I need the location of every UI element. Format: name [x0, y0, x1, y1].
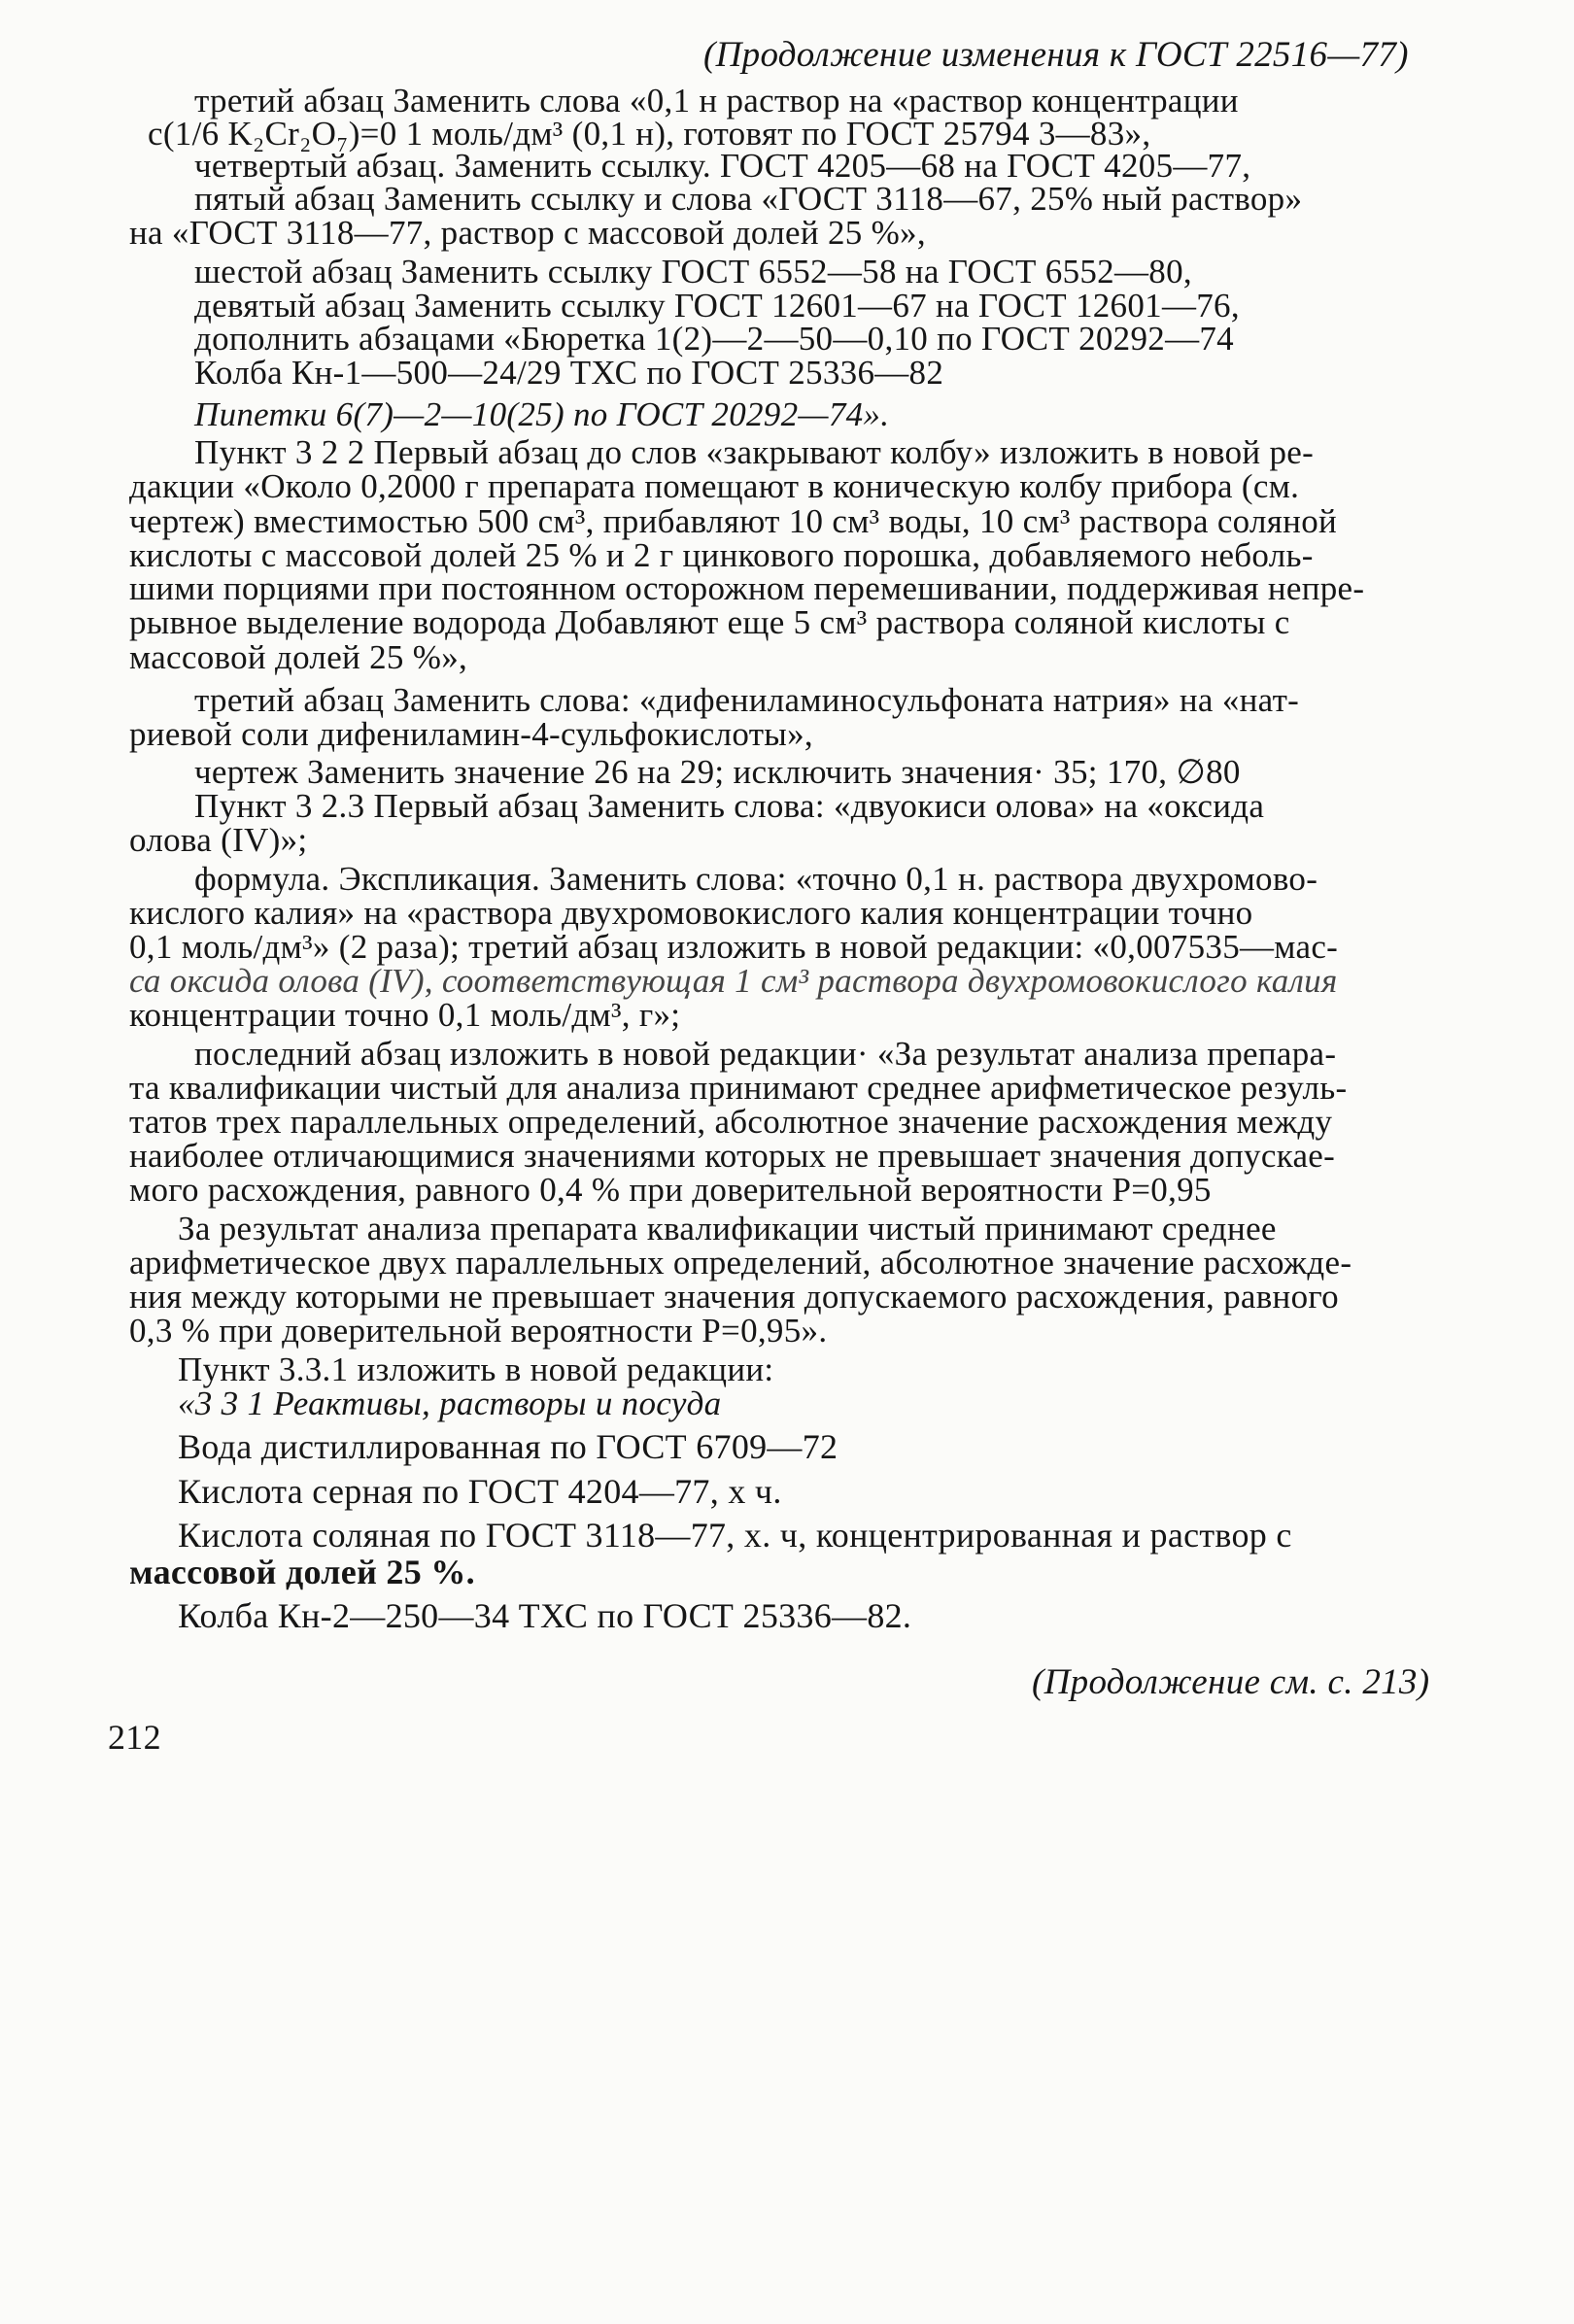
text-line: арифметическое двух параллельных определений, абсолютное значение расхожде- [129, 1244, 1352, 1282]
text-line: c(1/6 K₂Cr₂O₇)=0 1 моль/дм³ (0,1 н), готовят по ГОСТ 25794 3—83», [148, 115, 1151, 153]
text-line: четвертый абзац. Заменить ссылку. ГОСТ 4205—68 на ГОСТ 4205—77, [194, 147, 1251, 185]
text-line: олова (IV)»; [129, 821, 308, 859]
text-line: риевой соли дифениламин-4-сульфокислоты», [129, 715, 813, 753]
text-line: чертеж Заменить значение 26 на 29; исключить значения· 35; 170, ∅80 [194, 753, 1241, 791]
text-line: Вода дистиллированная по ГОСТ 6709—72 [178, 1427, 838, 1466]
continuation-footer: (Продолжение см. с. 213) [1032, 1662, 1430, 1702]
text-line: та квалификации чистый для анализа принимают среднее арифметическое резуль- [129, 1069, 1348, 1107]
text-line: последний абзац изложить в новой редакции· «За результат анализа препара- [194, 1035, 1337, 1073]
text-line: Пункт 3 2.3 Первый абзац Заменить слова: «двуокиси олова» на «оксида [194, 787, 1265, 825]
text-line: девятый абзац Заменить ссылку ГОСТ 12601—67 на ГОСТ 12601—76, [194, 287, 1240, 325]
text-line: Колба Кн-2—250—34 ТХС по ГОСТ 25336—82. [178, 1596, 912, 1635]
text-line: чертеж) вместимостью 500 см³, прибавляют 10 см³ воды, 10 см³ раствора соляной [129, 502, 1338, 540]
text-line: Кислота серная по ГОСТ 4204—77, х ч. [178, 1472, 782, 1511]
text-line: концентрации точно 0,1 моль/дм³, г»; [129, 996, 681, 1034]
text-line: 0,3 % при доверительной вероятности P=0,95». [129, 1312, 828, 1350]
text-line: мого расхождения, равного 0,4 % при доверительной вероятности P=0,95 [129, 1171, 1212, 1209]
text-line: пятый абзац Заменить ссылку и слова «ГОСТ 3118—67, 25% ный раствор» [194, 180, 1303, 218]
text-line: шими порциями при постоянном осторожном перемешивании, поддерживая непре- [129, 569, 1365, 607]
text-line: дополнить абзацами «Бюретка 1(2)—2—50—0,10 по ГОСТ 20292—74 [194, 320, 1234, 358]
text-line: третий абзац Заменить слова «0,1 н раствор на «раствор концентрации [194, 82, 1239, 120]
text-line: 0,1 моль/дм³» (2 раза); третий абзац изложить в новой редакции: «0,007535—мас- [129, 928, 1339, 966]
text-line: третий абзац Заменить слова: «дифениламиносульфоната натрия» на «нат- [194, 681, 1300, 719]
text-line: наиболее отличающимися значениями которых не превышает значения допускае- [129, 1137, 1336, 1175]
text-line: кислоты с массовой долей 25 % и 2 г цинкового порошка, добавляемого неболь- [129, 536, 1314, 574]
text-line: са оксида олова (IV), соответствующая 1 см³ раствора двухромовокислого калия [129, 962, 1338, 1000]
text-line: шестой абзац Заменить ссылку ГОСТ 6552—58 на ГОСТ 6552—80, [194, 253, 1192, 290]
text-line: «3 3 1 Реактивы, растворы и посуда [178, 1384, 722, 1422]
text-line: массовой долей 25 %. [129, 1553, 475, 1591]
text-line: рывное выделение водорода Добавляют еще 5 см³ раствора соляной кислоты с [129, 603, 1290, 641]
text-line: За результат анализа препарата квалификации чистый принимают среднее [178, 1210, 1277, 1247]
text-line: дакции «Около 0,2000 г препарата помещают в коническую колбу прибора (см. [129, 467, 1300, 505]
text-line: ния между которыми не превышает значения допускаемого расхождения, равного [129, 1278, 1339, 1316]
text-line: Пипетки 6(7)—2—10(25) по ГОСТ 20292—74». [194, 395, 890, 433]
text-line: кислого калия» на «раствора двухромовокислого калия концентрации точно [129, 894, 1253, 932]
page-number: 212 [108, 1718, 161, 1757]
text-line: Кислота соляная по ГОСТ 3118—77, х. ч, концентрированная и раствор с [178, 1516, 1292, 1555]
text-line: формула. Экспликация. Заменить слова: «точно 0,1 н. раствора двухромово- [194, 860, 1318, 898]
text-line: массовой долей 25 %», [129, 638, 468, 676]
text-line: Пункт 3.3.1 изложить в новой редакции: [178, 1350, 774, 1388]
continuation-header: (Продолжение изменения к ГОСТ 22516—77) [703, 35, 1409, 75]
text-line: на «ГОСТ 3118—77, раствор с массовой долей 25 %», [129, 214, 926, 252]
text-line: Колба Кн-1—500—24/29 ТХС по ГОСТ 25336—82 [194, 354, 944, 392]
text-line: татов трех параллельных определений, абсолютное значение расхождения между [129, 1103, 1333, 1141]
text-line: Пункт 3 2 2 Первый абзац до слов «закрывают колбу» изложить в новой ре- [194, 433, 1315, 471]
